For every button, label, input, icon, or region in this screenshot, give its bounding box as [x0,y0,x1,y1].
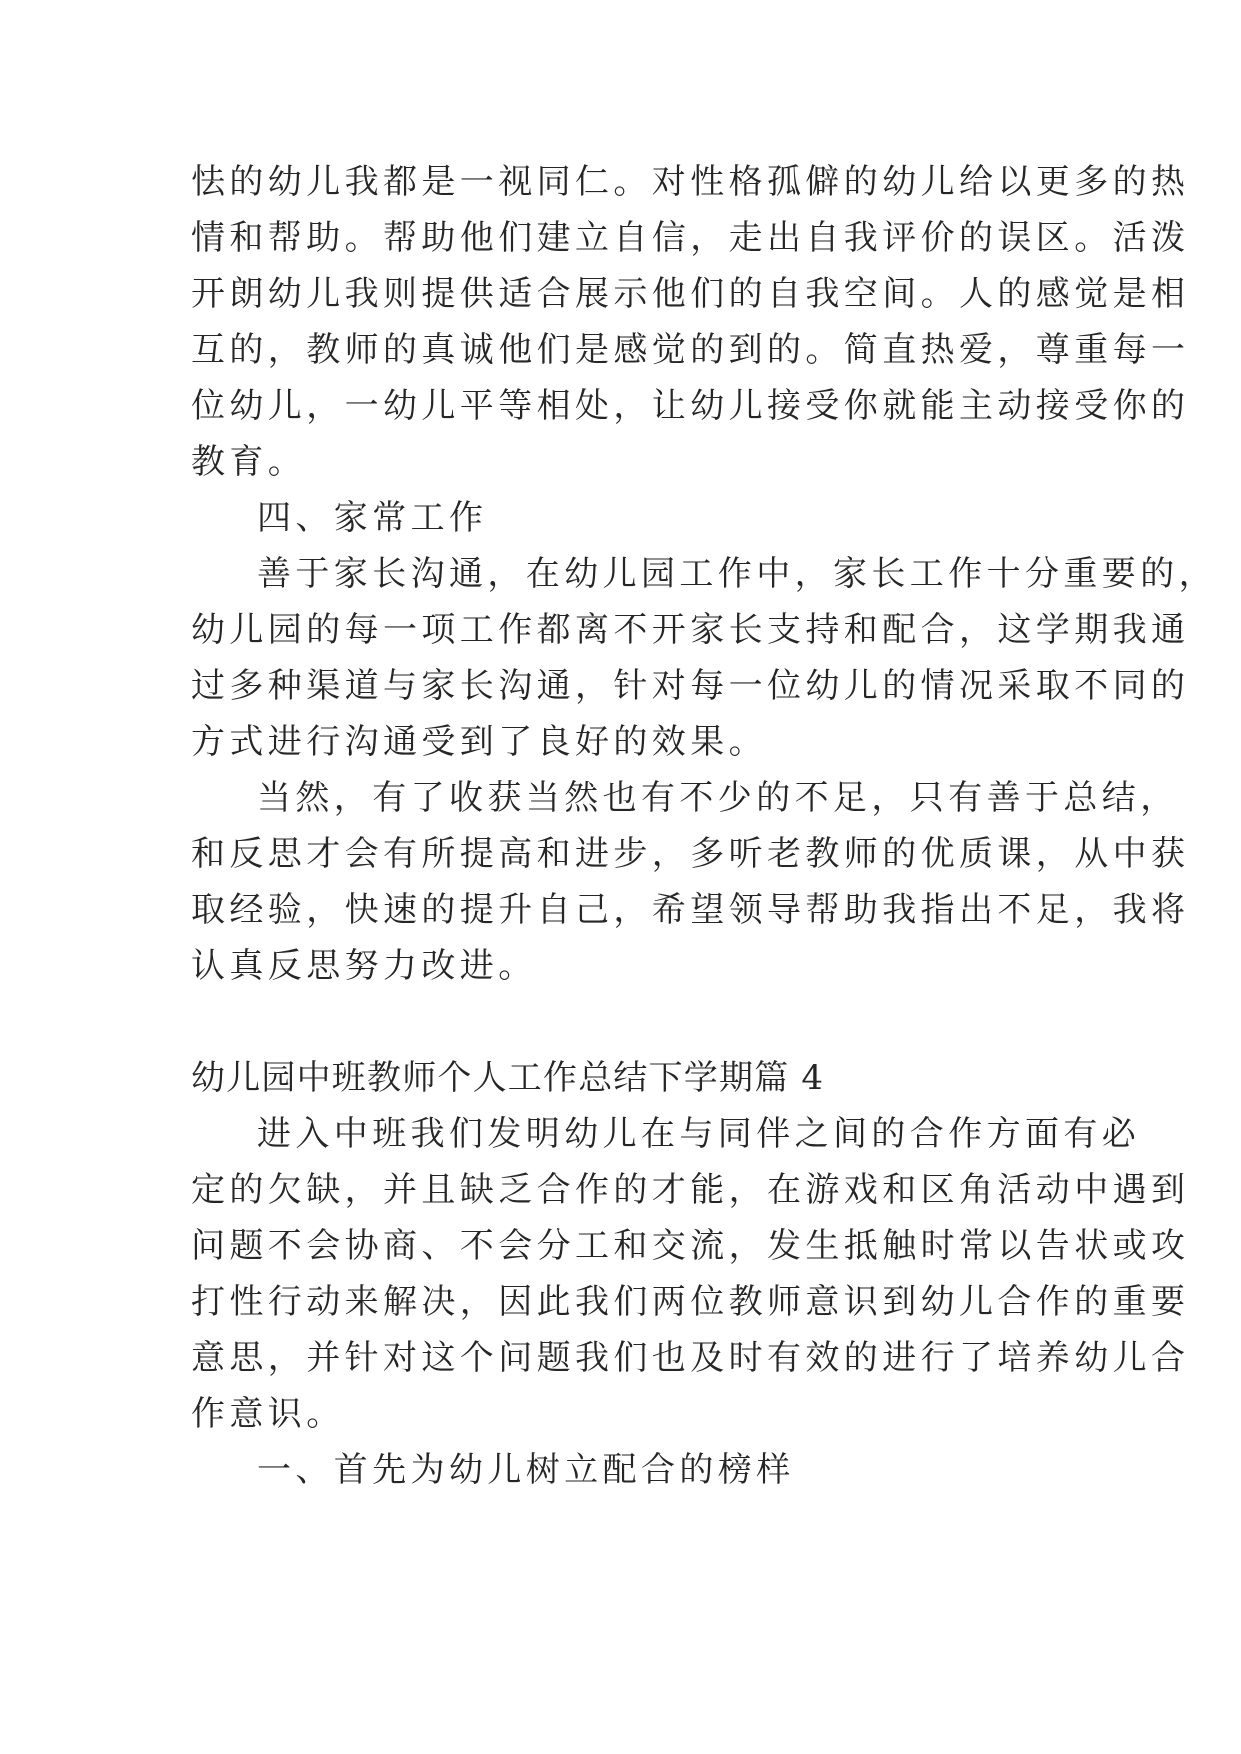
text-line: 取经验，快速的提升自己，希望领导帮助我指出不足，我将 [191,890,1190,930]
text-line: 认真反思努力改进。 [191,946,537,986]
text-line: 幼儿园的每一项工作都离不开家长支持和配合，这学期我通 [191,610,1190,650]
text-line: 打性行动来解决，因此我们两位教师意识到幼儿合作的重要 [191,1282,1190,1322]
article-title: 幼儿园中班教师个人工作总结下学期篇 4 [191,1058,825,1098]
text-line: 当然，有了收获当然也有不少的不足，只有善于总结， [257,778,1179,818]
text-line: 作意识。 [191,1394,345,1434]
text-line: 意思，并针对这个问题我们也及时有效的进行了培养幼儿合 [191,1338,1190,1378]
text-line: 开朗幼儿我则提供适合展示他们的自我空间。人的感觉是相 [191,274,1190,314]
text-line: 进入中班我们发明幼儿在与同伴之间的合作方面有必 [257,1114,1141,1154]
text-line: 善于家长沟通，在幼儿园工作中，家长工作十分重要的， [257,554,1217,594]
text-line: 互的，教师的真诚他们是感觉的到的。简直热爱，尊重每一 [191,330,1190,370]
text-line: 教育。 [191,442,307,482]
text-line: 问题不会协商、不会分工和交流，发生抵触时常以告状或攻 [191,1226,1190,1266]
text-line: 过多种渠道与家长沟通，针对每一位幼儿的情况采取不同的 [191,666,1190,706]
text-line: 怯的幼儿我都是一视同仁。对性格孤僻的幼儿给以更多的热 [191,162,1190,202]
text-line: 方式进行沟通受到了良好的效果。 [191,722,767,762]
text-line: 和反思才会有所提高和进步，多听老教师的优质课，从中获 [191,834,1190,874]
text-line: 情和帮助。帮助他们建立自信，走出自我评价的误区。活泼 [191,218,1190,258]
section-heading: 一、首先为幼儿树立配合的榜样 [257,1450,795,1490]
text-line: 位幼儿，一幼儿平等相处，让幼儿接受你就能主动接受你的 [191,386,1190,426]
section-heading: 四、家常工作 [257,498,488,538]
text-line: 定的欠缺，并且缺乏合作的才能，在游戏和区角活动中遇到 [191,1170,1190,1210]
